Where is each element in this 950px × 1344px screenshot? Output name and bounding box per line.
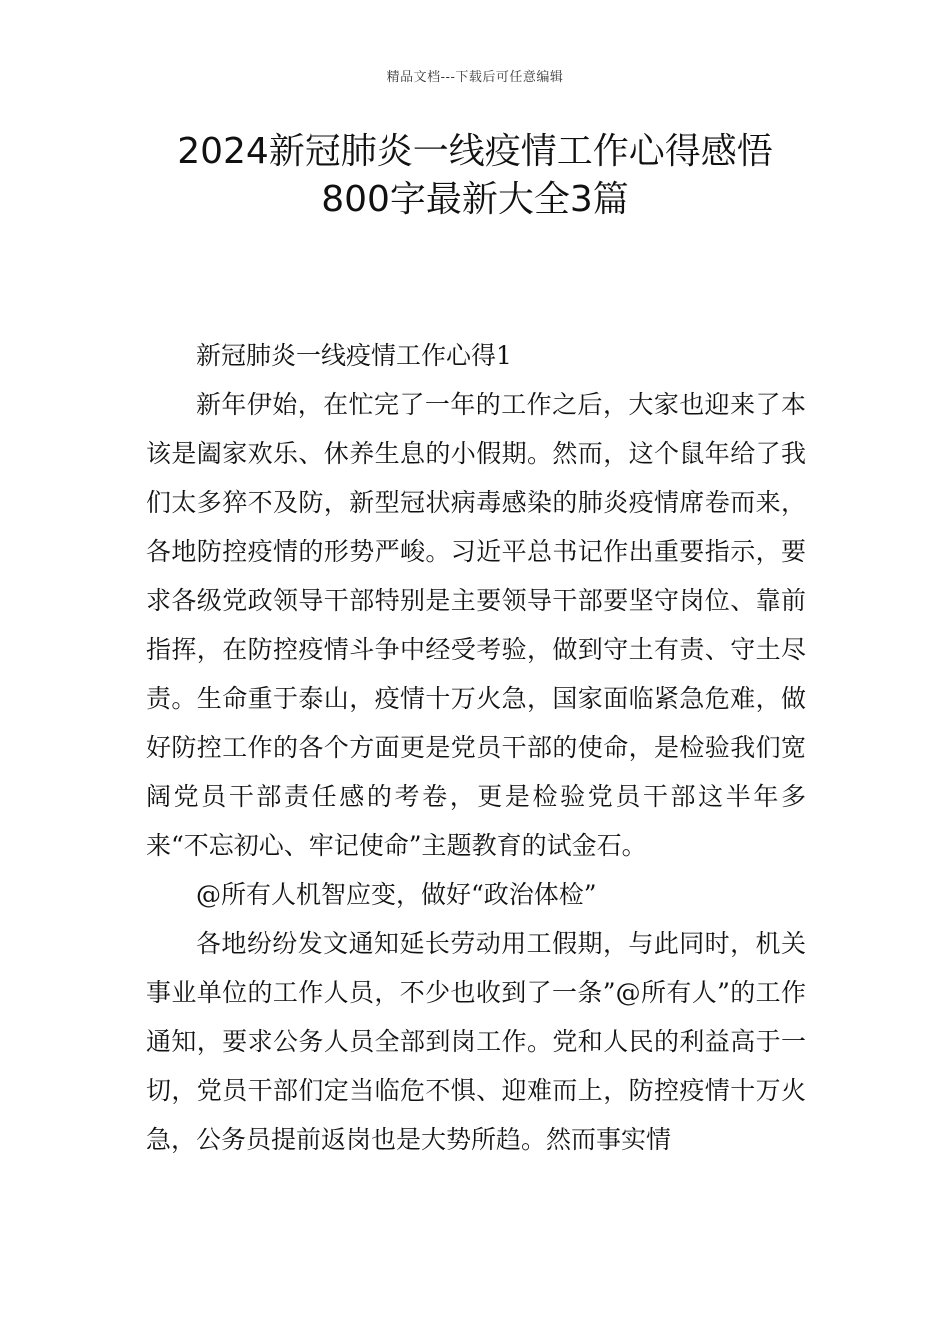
paragraph: 各地纷纷发文通知延长劳动用工假期，与此同时，机关事业单位的工作人员，不少也收到了一条”@所有人”的工作通知，要求公务人员全部到岗工作。党和人民的利益高于一切，党员干部们定当临危不惧、迎难而上，防控疫情十万火急，公务员提前返岗也是大势所趋。然而事实情 bbox=[146, 929, 806, 1154]
header-note: 精品文档---下载后可任意编辑 bbox=[386, 70, 564, 85]
title-line-2: 800字最新大全3篇 bbox=[321, 179, 629, 220]
document-body bbox=[146, 331, 806, 1164]
document-title bbox=[60, 128, 890, 224]
title-line-1: 2024新冠肺炎一线疫情工作心得感悟 bbox=[177, 131, 773, 172]
subheading: @所有人机智应变，做好“政治体检” bbox=[196, 880, 597, 909]
paragraph: 新年伊始，在忙完了一年的工作之后，大家也迎来了本该是阖家欢乐、休养生息的小假期。然而，这个鼠年给了我们太多猝不及防，新型冠状病毒感染的肺炎疫情席卷而来，各地防控疫情的形势严峻。习近平总书记作出重要指示，要求各级党政领导干部特别是主要领导干部要坚守岗位、靠前指挥，在防控疫情斗争中经受考验，做到守土有责、守土尽责。生命重于泰山，疫情十万火急，国家面临紧急危难，做好防控工作的各个方面更是党员干部的使命，是检验我们宽阔党员干部责任感的考卷，更是检验党员干部这半年多来“不忘初心、牢记使命”主题教育的试金石。 bbox=[146, 390, 806, 860]
section-heading: 新冠肺炎一线疫情工作心得1 bbox=[196, 341, 512, 370]
